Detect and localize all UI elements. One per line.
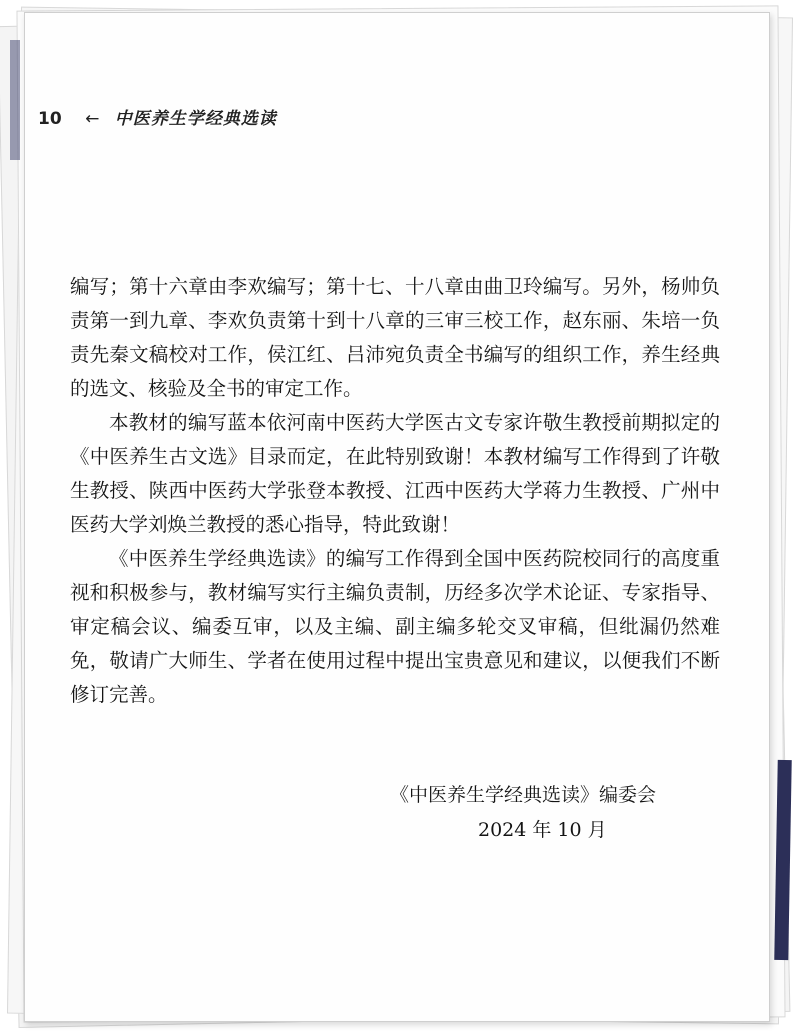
signature-date: 2024 年 10 月 [478,819,607,841]
left-arrow-icon: ← [85,109,100,129]
cover-edge-left [10,40,20,160]
paragraph-closing: 《中医养生学经典选读》的编写工作得到全国中医药院校同行的高度重视和积极参与，教材编写实行主编负责制，历经多次学术论证、专家指导、审定稿会议、编委互审，以及主编、副主编多轮交叉审稿，但纰漏仍然难免，敬请广大师生、学者在使用过程中提出宝贵意见和建议，以便我们不断修订完善。 [70,547,720,706]
running-title: 中医养生学经典选读 [114,109,277,129]
page-header [38,104,277,129]
signature-committee: 《中医养生学经典选读》编委会 [390,784,657,806]
body-text [70,270,720,712]
paragraph-acknowledgement: 本教材的编写蓝本依河南中医药大学医古文专家许敬生教授前期拟定的《中医养生古文选》目录而定，在此特别致谢！本教材编写工作得到了许敬生教授、陕西中医药大学张登本教授、江西中医药大学蒋力生教授、广州中医药大学刘焕兰教授的悉心指导，特此致谢！ [70,411,720,536]
page-number: 10 [38,109,62,129]
paragraph-continuation: 编写；第十六章由李欢编写；第十七、十八章由曲卫玲编写。另外，杨帅负责第一到九章、李欢负责第十到十八章的三审三校工作，赵东丽、朱培一负责先秦文稿校对工作，侯江红、吕沛宛负责全书编写的组织工作，养生经典的选文、核验及全书的审定工作。 [70,275,720,400]
cover-edge [774,760,791,960]
